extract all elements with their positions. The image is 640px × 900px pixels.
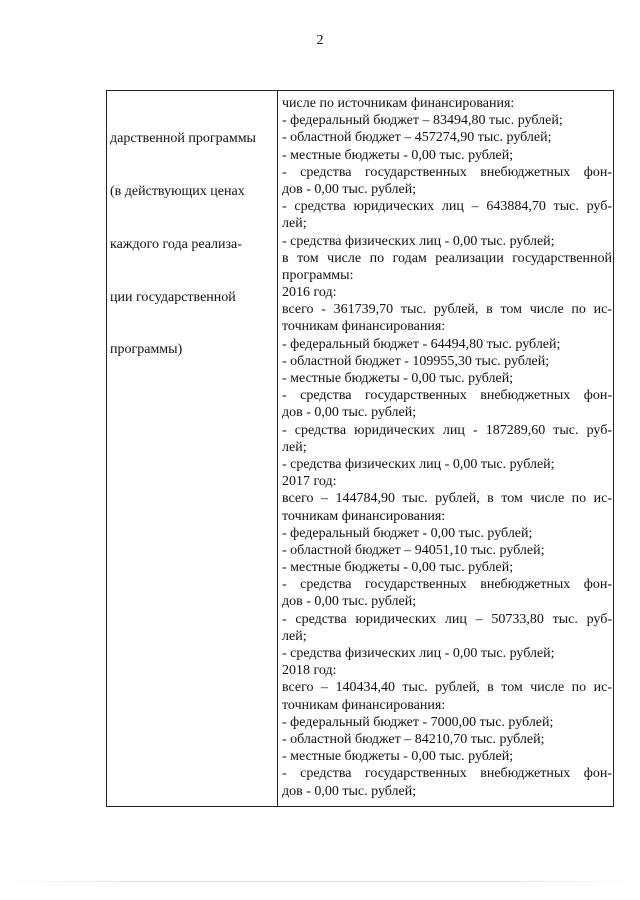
funding-text-line: 2017 год: (282, 474, 337, 490)
column-divider (277, 91, 278, 806)
page-number: 2 (316, 33, 324, 48)
funding-text-line: - средства юридических лиц – 643884,70 тыс. руб- (282, 199, 612, 215)
funding-text-line: точникам финансирования: (282, 697, 446, 713)
funding-text-line: дов - 0,00 тыс. рублей; (282, 405, 417, 421)
funding-details-cell (282, 95, 612, 800)
program-label-line: дарственной программы (110, 131, 256, 147)
funding-text-line: всего – 144784,90 тыс. рублей, в том числе по ис- (282, 491, 612, 507)
funding-text-line: - местные бюджеты - 0,00 тыс. рублей; (282, 147, 514, 163)
funding-text-line: - средства государственных внебюджетных фон- (282, 164, 612, 180)
funding-table (106, 90, 614, 807)
program-label-line: (в действующих ценах (110, 183, 245, 199)
funding-text-line: - федеральный бюджет - 0,00 тыс. рублей; (282, 525, 533, 541)
funding-text-line: всего - 361739,70 тыс. рублей, в том числе по ис- (282, 302, 612, 318)
funding-text-line: - областной бюджет - 109955,30 тыс. рублей; (282, 353, 550, 369)
funding-text-line: - средства физических лиц - 0,00 тыс. рублей; (282, 646, 555, 661)
funding-text-line: - средства государственных внебюджетных фон- (282, 766, 612, 782)
funding-text-line: - областной бюджет – 84210,70 тыс. рублей; (282, 731, 545, 747)
program-label-line: каждого года реализа- (110, 236, 242, 252)
funding-text-line: - областной бюджет – 94051,10 тыс. рублей; (282, 542, 545, 558)
funding-text-line: числе по источникам финансирования: (282, 96, 515, 111)
funding-text-line: - средства юридических лиц - 187289,60 тыс. руб- (282, 422, 612, 438)
funding-text-line: - местные бюджеты - 0,00 тыс. рублей; (282, 749, 514, 765)
funding-text-line: - федеральный бюджет - 64494,80 тыс. рублей; (282, 336, 561, 352)
funding-text-line: - средства юридических лиц – 50733,80 тыс. руб- (282, 611, 612, 627)
funding-text-line: всего – 140434,40 тыс. рублей, в том числе по ис- (282, 680, 612, 696)
funding-text-line: в том числе по годам реализации государственной (282, 250, 612, 266)
scan-artifact-line (0, 881, 640, 882)
funding-text-line: точникам финансирования: (282, 508, 446, 524)
funding-text-line: - средства физических лиц - 0,00 тыс. рублей; (282, 233, 555, 249)
funding-text-line: - средства государственных внебюджетных фон- (282, 388, 612, 404)
funding-text-line: - федеральный бюджет – 83494,80 тыс. рублей; (282, 113, 563, 129)
funding-text-line: - средства государственных внебюджетных фон- (282, 577, 612, 593)
funding-text-line: точникам финансирования: (282, 319, 446, 335)
program-label-line: программы) (110, 342, 183, 358)
funding-text-line: 2016 год: (282, 285, 337, 301)
funding-text-line: - федеральный бюджет - 7000,00 тыс. рублей; (282, 714, 554, 730)
funding-text-line: - средства физических лиц - 0,00 тыс. рублей; (282, 456, 555, 472)
funding-text-line: 2018 год: (282, 663, 337, 679)
program-label-line: ции государственной (110, 289, 236, 305)
program-label-cell (110, 95, 274, 394)
funding-text-line: - местные бюджеты - 0,00 тыс. рублей; (282, 371, 514, 386)
funding-text-line: дов - 0,00 тыс. рублей; (282, 594, 417, 610)
funding-text-line: лей; (282, 628, 307, 644)
funding-text-line: - областной бюджет – 457274,90 тыс. рублей; (282, 130, 552, 146)
funding-text-line: лей; (282, 216, 307, 232)
funding-text-line: дов - 0,00 тыс. рублей; (282, 783, 417, 799)
funding-text-line: - местные бюджеты - 0,00 тыс. рублей; (282, 560, 514, 576)
funding-text-line: программы: (282, 267, 354, 283)
funding-text-line: лей; (282, 439, 307, 455)
funding-text-line: дов - 0,00 тыс. рублей; (282, 181, 417, 197)
